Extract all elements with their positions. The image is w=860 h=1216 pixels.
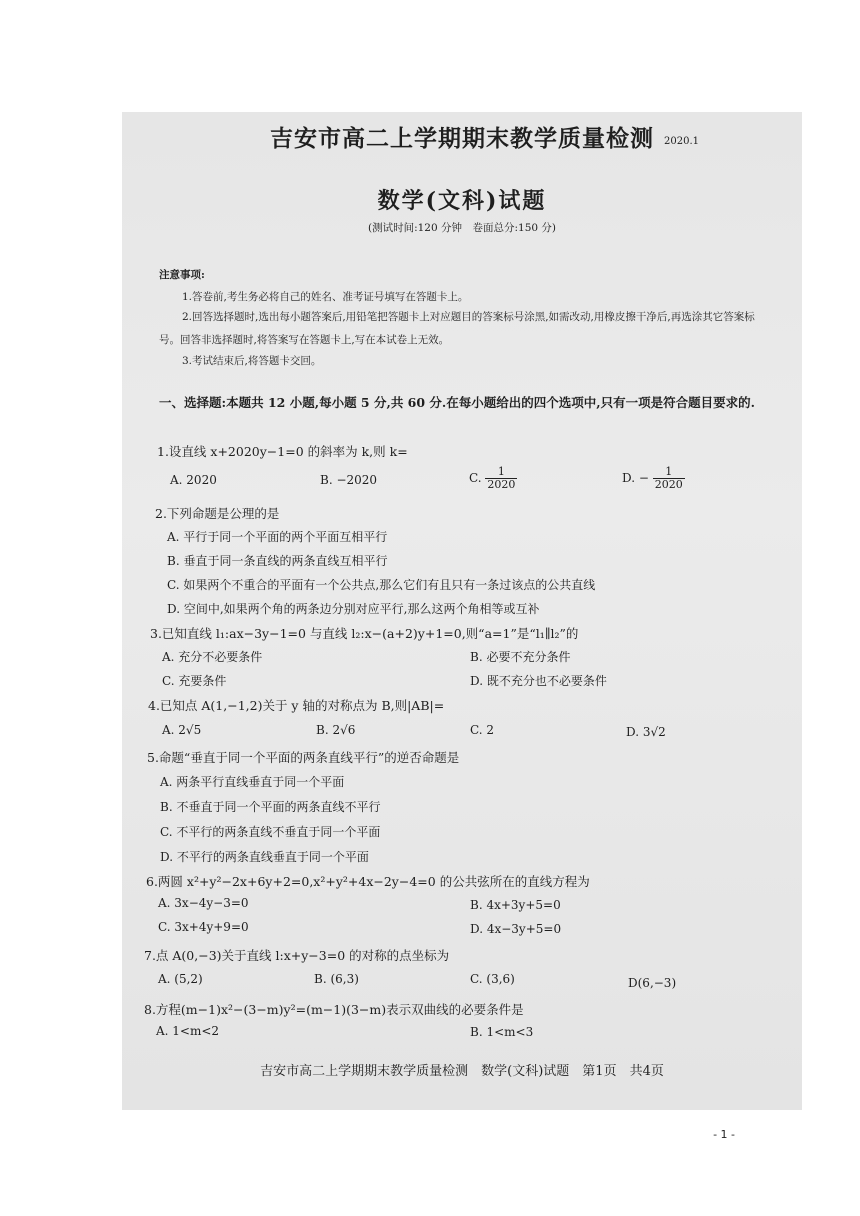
fraction [653,466,685,491]
question-3-option-d: D. 既不充分也不必要条件 [470,674,607,688]
question-7-option-c: C. (3,6) [470,972,515,986]
fraction-numerator: 1 [653,466,685,479]
question-2-option-b: B. 垂直于同一条直线的两条直线互相平行 [167,554,388,568]
option-c-prefix: C. [469,471,482,485]
question-7-option-a: A. (5,2) [158,972,203,986]
fraction-denominator: 2020 [487,478,516,491]
question-6-option-c: C. 3x+4y+9=0 [158,920,249,934]
question-5-option-c: C. 不平行的两条直线不垂直于同一个平面 [160,825,381,839]
exam-subtitle: 数学(文科)试题 [377,188,547,214]
question-2-option-a: A. 平行于同一个平面的两个平面互相平行 [167,530,388,544]
question-8-option-b: B. 1<m<3 [470,1025,534,1039]
question-4-option-c: C. 2 [470,723,495,737]
question-5-option-d: D. 不平行的两条直线垂直于同一个平面 [160,850,369,864]
scanned-exam-photo [122,112,802,1110]
question-7-stem: 7.点 A(0,−3)关于直线 l:x+y−3=0 的对称的点坐标为 [144,948,450,963]
fraction-numerator: 1 [485,466,517,479]
fraction-denominator: 2020 [654,478,683,491]
exam-info: (测试时间:120 分钟 卷面总分:150 分) [367,222,557,234]
question-6-option-a: A. 3x−4y−3=0 [158,896,249,910]
question-4-stem: 4.已知点 A(1,−1,2)关于 y 轴的对称点为 B,则|AB|= [148,698,445,713]
exam-date: 2020.1 [664,136,699,147]
question-8-option-a: A. 1<m<2 [156,1024,220,1038]
question-4-option-d: D. 3√2 [626,725,666,739]
notice-item-1: 1.答卷前,考生务必将自己的姓名、准考证号填写在答题卡上。 [182,291,469,303]
question-1-option-d [622,466,685,491]
question-3-stem: 3.已知直线 l₁:ax−3y−1=0 与直线 l₂:x−(a+2)y+1=0,则“a=1”是“l₁∥l₂”的 [150,626,579,641]
fraction [485,466,517,491]
question-2-option-c: C. 如果两个不重合的平面有一个公共点,那么它们有且只有一条过该点的公共直线 [167,578,596,592]
question-6-option-d: D. 4x−3y+5=0 [470,922,562,936]
question-2-option-d: D. 空间中,如果两个角的两条边分别对应平行,那么这两个角相等或互补 [167,602,540,616]
question-1-option-b: B. −2020 [320,473,378,487]
notice-item-3: 3.考试结束后,将答题卡交回。 [182,355,322,367]
question-2-stem: 2.下列命题是公理的是 [155,506,280,521]
notice-heading: 注意事项: [159,269,205,281]
question-7-option-b: B. (6,3) [314,972,359,986]
option-d-prefix: D. − [622,471,649,485]
page-number: - 1 - [713,1128,735,1141]
question-4-option-a: A. 2√5 [162,723,202,737]
section-heading: 一、选择题:本题共 12 小题,每小题 5 分,共 60 分.在每小题给出的四个选项中,只有一项是符合题目要求的. [159,395,755,410]
question-6-stem: 6.两圆 x²+y²−2x+6y+2=0,x²+y²+4x−2y−4=0 的公共弦所在的直线方程为 [146,874,590,889]
question-3-option-c: C. 充要条件 [162,674,227,688]
question-1-option-c [469,466,517,491]
question-6-option-b: B. 4x+3y+5=0 [470,898,561,912]
question-8-stem: 8.方程(m−1)x²−(3−m)y²=(m−1)(3−m)表示双曲线的必要条件是 [144,1002,524,1017]
page-footer: 吉安市高二上学期期末教学质量检测 数学(文科)试题 第1页 共4页 [260,1064,664,1079]
question-5-option-b: B. 不垂直于同一个平面的两条直线不平行 [160,800,381,814]
question-3-option-b: B. 必要不充分条件 [470,650,571,664]
question-5-option-a: A. 两条平行直线垂直于同一个平面 [160,775,345,789]
question-5-stem: 5.命题“垂直于同一个平面的两条直线平行”的逆否命题是 [147,750,460,765]
question-4-option-b: B. 2√6 [316,723,356,737]
notice-item-2: 2.回答选择题时,选出每小题答案后,用铅笔把答题卡上对应题目的答案标号涂黑,如需改动,用橡皮擦干净后,再选涂其它答案标号。回答非选择题时,将答案写在答题卡上,写在本试卷上无效。 [159,311,755,346]
question-3-option-a: A. 充分不必要条件 [162,650,263,664]
exam-title: 吉安市高二上学期期末教学质量检测 [270,125,654,152]
question-1-stem: 1.设直线 x+2020y−1=0 的斜率为 k,则 k= [157,444,408,459]
question-1-option-a: A. 2020 [170,473,217,487]
question-7-option-d: D(6,−3) [628,976,677,990]
